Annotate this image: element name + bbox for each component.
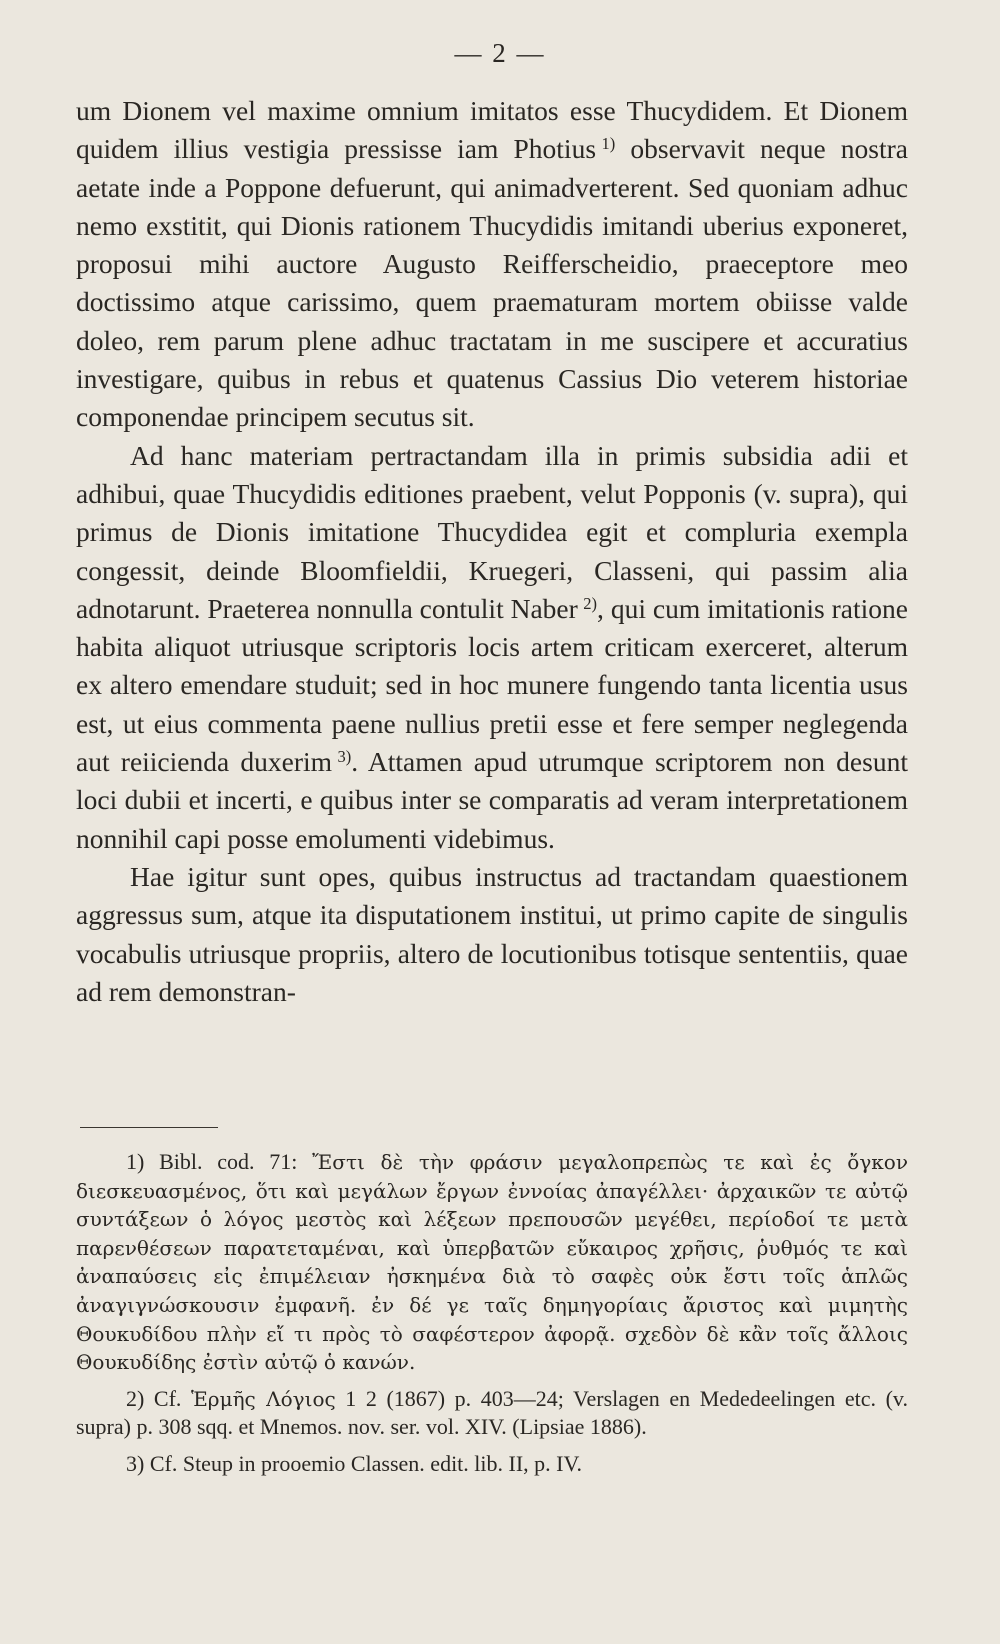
footnote-text: Bibl. cod. 71: <box>144 1149 313 1174</box>
footnote-label: 2) <box>126 1385 145 1411</box>
footnote-label: 1) <box>126 1149 145 1174</box>
paragraph-text: , qui cum imitationis ratione habita aliquot utriusque scriptoris locis artem criticam exerceret, alterum ex altero emendare studuit; sed in hoc munere fungendo tanta licentia usus est, ut eius commenta paene nullius pretii esse et fere semper neglegenda aut reiicienda duxerim <box>76 592 908 778</box>
footnote-greek-title: Ἑρμῆς Λόγιος <box>190 1386 336 1411</box>
footnote-divider <box>80 1127 218 1128</box>
footnote <box>76 1148 908 1377</box>
paragraph-text: Ad hanc materiam pertractandam illa in primis subsidia adii et adhibui, quae Thucydidis editiones praebent, velut Popponis (v. supra), qui primus de Dionis imitatione Thucydidea egit et compluria exempla congessit, deinde Bloomfieldii, Kruegeri, Classeni, qui passim alia adnotarunt. Praeterea nonnulla contulit Naber <box>76 439 908 624</box>
paragraph <box>76 858 908 1011</box>
footnote-text: 1 2 (1867) p. 403—24; Verslagen en Mededeelingen etc. (v. supra) p. 308 sqq. et Mnemos. nov. ser. vol. XIV. (Lipsiae 1886). <box>76 1385 908 1440</box>
page-number: — 2 — <box>454 38 546 68</box>
footnote-label: 3) <box>126 1450 145 1476</box>
paragraph-text: observavit neque nostra aetate inde a Poppone defuerunt, qui animadverterent. Sed quoniam adhuc nemo exstitit, qui Dionis rationem Thucydidis imitandi uberius exponeret, proposui mihi auctore Augusto Reifferscheidio, praeceptore meo doctissimo atque carissimo, quem praematuram mortem obiisse valde doleo, rem parum plene adhuc tractatam in me suscipere et accuratius investigare, quibus in rebus et quatenus Cassius Dio veterem historiae componendae principem secutus sit. <box>76 133 908 433</box>
footnote-greek-quote: Ἔστι δὲ τὴν φράσιν μεγαλοπρεπὼς τε καὶ ἐς ὄγκον διεσκευασμένος, ὅτι καὶ μεγάλων ἔργων ἐννοίας ἀπαγέλλει· ἀρχαικῶν τε αὐτῷ συντάξεων ὁ λόγος μεστὸς καὶ λέξεων πρεπουσῶν μεγέθει, περίοδοί τε μετὰ παρενθέσεων παρατεταμέναι, καὶ ὑπερβατῶν εὔκαιρος χρῆσις, ῥυθμός τε καὶ ἀναπαύσεις εἰς ἐπιμέλειαν ἠσκημένα διὰ τὸ σαφὲς οὐκ ἔστι τοῖς ἁπλῶς ἀναγιγνώσκουσιν ἐμφανῆ. ἐν δέ γε ταῖς δημηγορίαις ἄριστος καὶ μιμητὴς Θουκυδίδου πλὴν εἴ τι πρὸς τὸ σαφέστερον ἀφορᾷ. σχεδὸν δὲ κἂν τοῖς ἄλλοις Θουκυδίδης ἐστὶν αὐτῷ ὁ κανών. <box>76 1150 908 1375</box>
footnote-ref: 2) <box>583 593 598 613</box>
paragraph-text: Hae igitur sunt opes, quibus instructus ad tractandam quaestionem aggressus sum, atque ita disputationem institui, ut primo capite de singulis vocabulis utriusque propriis, altero de locutionibus totisque sententiis, quae ad rem demonstran- <box>76 860 908 1007</box>
footnote <box>76 1450 908 1479</box>
paragraph-text: um Dionem vel maxime omnium imitatos esse Thucydidem. Et Dionem quidem illius vestigia pressisse iam Photius <box>76 95 908 165</box>
main-text <box>76 92 908 1011</box>
footnote-text: Cf. <box>144 1385 191 1411</box>
footnote <box>76 1385 908 1442</box>
footnote-ref: 1) <box>601 134 616 154</box>
paragraph-text: . Attamen apud utrumque scriptorem non desunt loci dubii et incerti, e quibus inter se comparatis ad veram interpretationem nonnihil capi posse emolumenti videbimus. <box>76 746 908 854</box>
footnote-ref: 3) <box>337 746 352 766</box>
paragraph <box>76 437 908 858</box>
footnote-text: Cf. Steup in prooemio Classen. edit. lib. II, p. IV. <box>144 1450 583 1476</box>
paragraph <box>76 92 908 437</box>
footnotes <box>76 1148 908 1479</box>
